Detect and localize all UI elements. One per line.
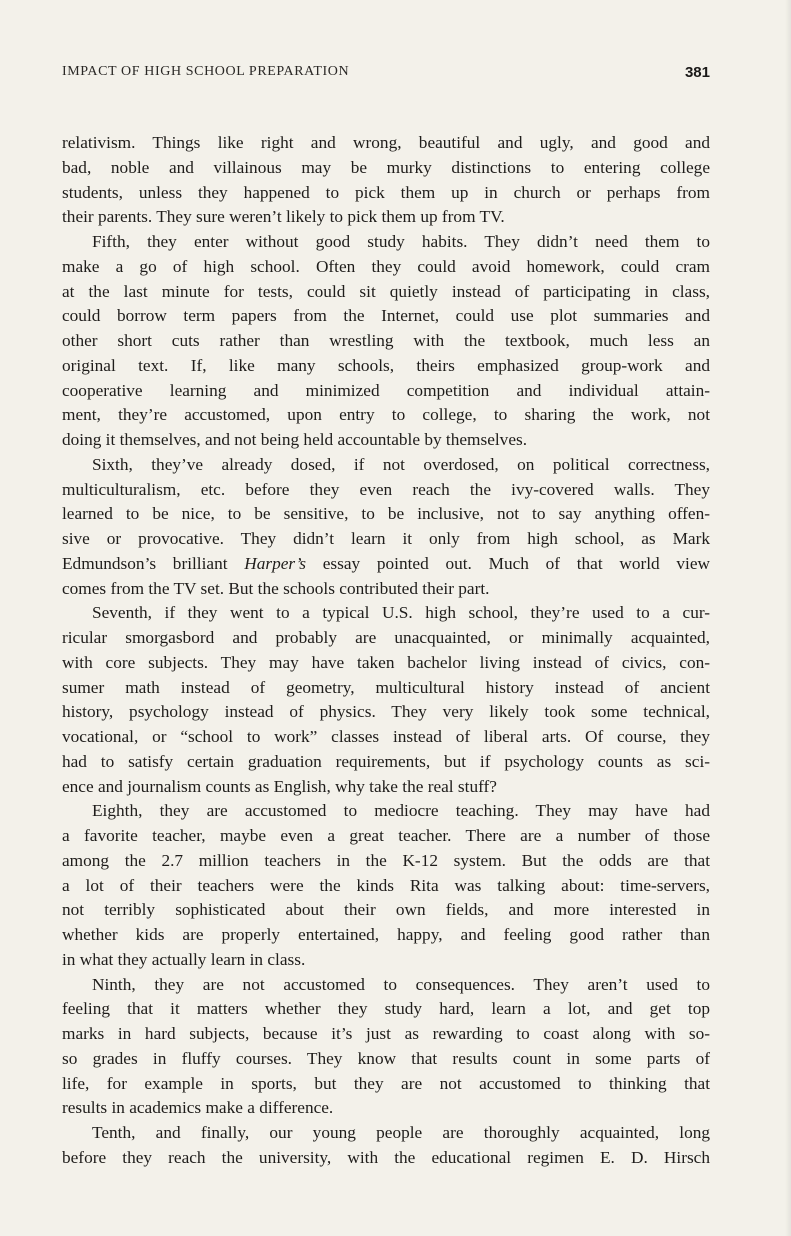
text-line: at the last minute for tests, could sit quietly instead of participating in class, — [62, 281, 710, 301]
paragraph-start-line: Tenth, and finally, our young people are thoroughly acquainted, long — [92, 1123, 710, 1142]
text-line: sumer math instead of geometry, multicultural history instead of ancient — [62, 677, 710, 697]
text-line: multiculturalism, etc. before they even reach the ivy-covered walls. They — [62, 479, 710, 499]
text-line-with-italic — [62, 552, 710, 577]
paragraph-start-line: Sixth, they’ve already dosed, if not overdosed, on political correctness, — [92, 454, 710, 474]
text-line: could borrow term papers from the Internet, could use plot summaries and — [62, 306, 710, 326]
text-line: marks in hard subjects, because it’s just as rewarding to coast along with so- — [62, 1024, 710, 1043]
text-line: bad, noble and villainous may be murky distinctions to entering college — [62, 157, 710, 177]
text-fragment: Edmundson’s brilliant — [62, 553, 245, 573]
text-line: life, for example in sports, but they are not accustomed to thinking that — [62, 1073, 710, 1093]
paragraph-end-line: in what they actually learn in class. — [62, 949, 306, 969]
text-fragment: essay pointed out. Much of that world view — [306, 553, 710, 573]
text-line: cooperative learning and minimized competition and individual attain- — [62, 380, 710, 400]
text-line: before they reach the university, with the educational regimen E. D. Hirsch — [62, 1147, 710, 1167]
paragraph-end-line: results in academics make a difference. — [62, 1098, 334, 1118]
text-line: a lot of their teachers were the kinds Rita was talking about: time-servers, — [62, 875, 710, 895]
text-line: relativism. Things like right and wrong, beautiful and ugly, and good and — [62, 133, 710, 152]
text-line: original text. If, like many schools, theirs emphasized group-work and — [62, 355, 710, 375]
text-line: not terribly sophisticated about their own fields, and more interested in — [62, 900, 710, 920]
text-line: ricular smorgasbord and probably are unacquainted, or minimally acquainted, — [62, 628, 710, 647]
text-line: vocational, or “school to work” classes instead of liberal arts. Of course, they — [62, 727, 710, 746]
paragraph-start-line: Ninth, they are not accustomed to consequences. They aren’t used to — [92, 974, 710, 994]
paragraph-end-line: their parents. They sure weren’t likely to pick them up from TV. — [62, 207, 505, 227]
text-line: make a go of high school. Often they could avoid homework, could cram — [62, 256, 710, 276]
text-line: ment, they’re accustomed, upon entry to college, to sharing the work, not — [62, 405, 710, 425]
text-line: history, psychology instead of physics. They very likely took some technical, — [62, 702, 710, 722]
page-number: 381 — [684, 64, 710, 81]
text-line: with core subjects. They may have taken bachelor living instead of civics, con- — [62, 652, 710, 672]
text-line: had to satisfy certain graduation requirements, but if psychology counts as sci- — [62, 751, 710, 771]
body-text — [62, 131, 710, 1171]
text-line: among the 2.7 million teachers in the K-12 system. But the odds are that — [62, 850, 710, 870]
text-line: whether kids are properly entertained, happy, and feeling good rather than — [62, 925, 710, 944]
text-line: learned to be nice, to be sensitive, to be inclusive, not to say anything offen- — [62, 504, 710, 524]
paragraph-end-line: doing it themselves, and not being held accountable by themselves. — [62, 430, 528, 449]
running-title: IMPACT OF HIGH SCHOOL PREPARATION — [62, 64, 350, 79]
text-line: feeling that it matters whether they study hard, learn a lot, and get top — [62, 999, 710, 1019]
text-line: so grades in fluffy courses. They know that results count in some parts of — [62, 1048, 710, 1068]
text-line: other short cuts rather than wrestling with the textbook, much less an — [62, 331, 710, 350]
paragraph-start-line: Seventh, if they went to a typical U.S. high school, they’re used to a cur- — [92, 603, 710, 623]
page-edge-shadow — [785, 0, 791, 1236]
text-line: a favorite teacher, maybe even a great teacher. There are a number of those — [62, 826, 710, 845]
paragraph-end-line: ence and journalism counts as English, why take the real stuff? — [62, 776, 497, 796]
text-line: sive or provocative. They didn’t learn it only from high school, as Mark — [62, 529, 710, 548]
paragraph-end-line: comes from the TV set. But the schools contributed their part. — [62, 578, 490, 598]
paragraph-start-line: Eighth, they are accustomed to mediocre teaching. They may have had — [92, 801, 710, 821]
text-line: students, unless they happened to pick them up in church or perhaps from — [62, 182, 710, 202]
running-head — [62, 64, 710, 86]
magazine-title: Harper’s — [244, 553, 307, 573]
paragraph-start-line: Fifth, they enter without good study habits. They didn’t need them to — [92, 232, 710, 251]
